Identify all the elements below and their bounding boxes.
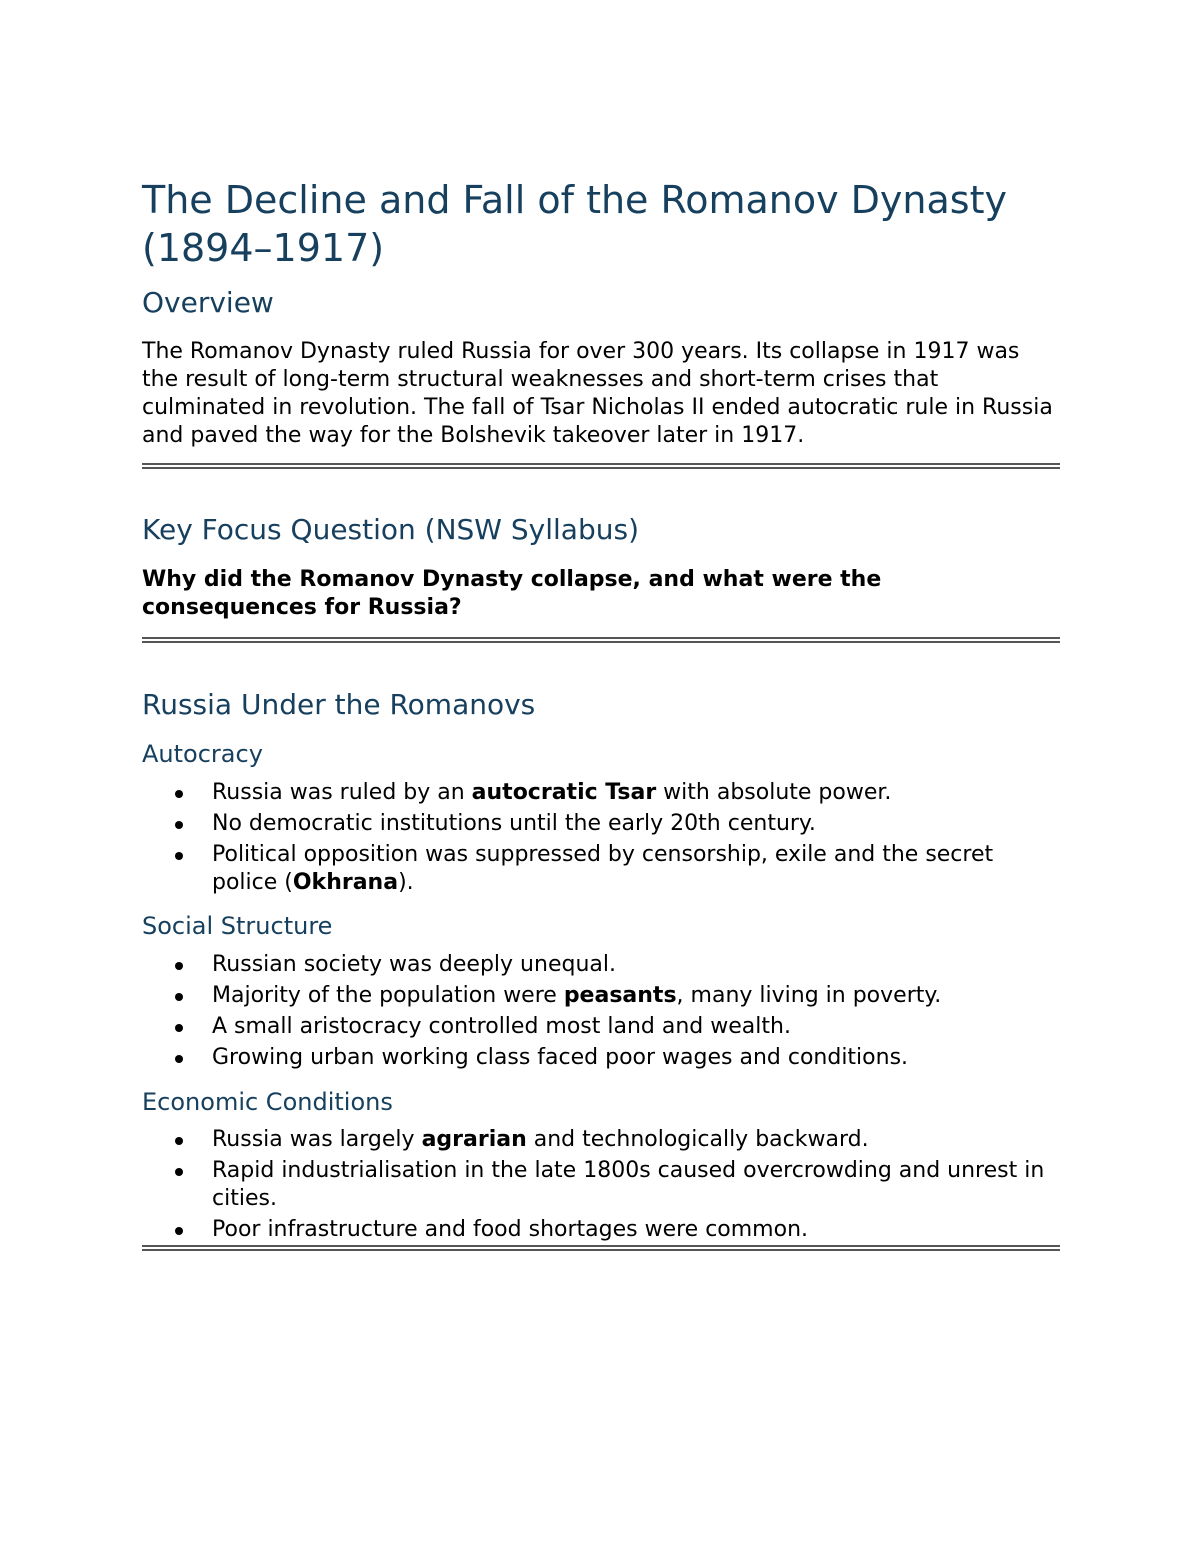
autocracy-list <box>142 779 1060 900</box>
focus-heading: Key Focus Question (NSW Syllabus) <box>142 513 639 546</box>
social-structure-list <box>142 951 1060 1075</box>
list-item: Russia was ruled by an autocratic Tsar with absolute power. <box>142 779 1060 807</box>
bullet-icon <box>175 852 183 860</box>
russia-under-heading: Russia Under the Romanovs <box>142 688 536 721</box>
overview-paragraph: The Romanov Dynasty ruled Russia for over 300 years. Its collapse in 1917 was the result of long-term structural weaknesses and short-term crises that culminated in revolution. The fall of Tsar Nicholas II ended autocratic rule in Russia and paved the way for the Bolshevik takeover later in 1917. <box>142 339 1053 448</box>
list-item: Russian society was deeply unequal. <box>142 951 1060 979</box>
list-item: No democratic institutions until the early 20th century. <box>142 810 1060 838</box>
bullet-icon <box>175 1024 183 1032</box>
section-divider <box>142 637 1060 643</box>
autocracy-heading: Autocracy <box>142 740 263 768</box>
bullet-icon <box>175 993 183 1001</box>
list-item: Growing urban working class faced poor wages and conditions. <box>142 1044 1060 1072</box>
bullet-icon <box>175 1055 183 1063</box>
list-item: Rapid industrialisation in the late 1800s caused overcrowding and unrest in cities. <box>142 1157 1060 1213</box>
list-item: Poor infrastructure and food shortages were common. <box>142 1216 1060 1244</box>
bullet-icon <box>175 1227 183 1235</box>
list-item: Russia was largely agrarian and technologically backward. <box>142 1126 1060 1154</box>
bullet-icon <box>175 1168 183 1176</box>
bullet-icon <box>175 1137 183 1145</box>
bullet-icon <box>175 790 183 798</box>
economic-conditions-list <box>142 1126 1060 1247</box>
social-structure-heading: Social Structure <box>142 912 333 940</box>
bullet-icon <box>175 962 183 970</box>
page-title: The Decline and Fall of the Romanov Dynasty (1894–1917) <box>142 178 1007 270</box>
list-item: Majority of the population were peasants, many living in poverty. <box>142 982 1060 1010</box>
bullet-icon <box>175 821 183 829</box>
section-divider <box>142 1245 1060 1251</box>
overview-heading: Overview <box>142 286 274 319</box>
list-item: Political opposition was suppressed by censorship, exile and the secret police (Okhrana). <box>142 841 1060 897</box>
list-item: A small aristocracy controlled most land and wealth. <box>142 1013 1060 1041</box>
focus-question: Why did the Romanov Dynasty collapse, and what were the consequences for Russia? <box>142 567 882 620</box>
section-divider <box>142 463 1060 469</box>
economic-conditions-heading: Economic Conditions <box>142 1088 393 1116</box>
